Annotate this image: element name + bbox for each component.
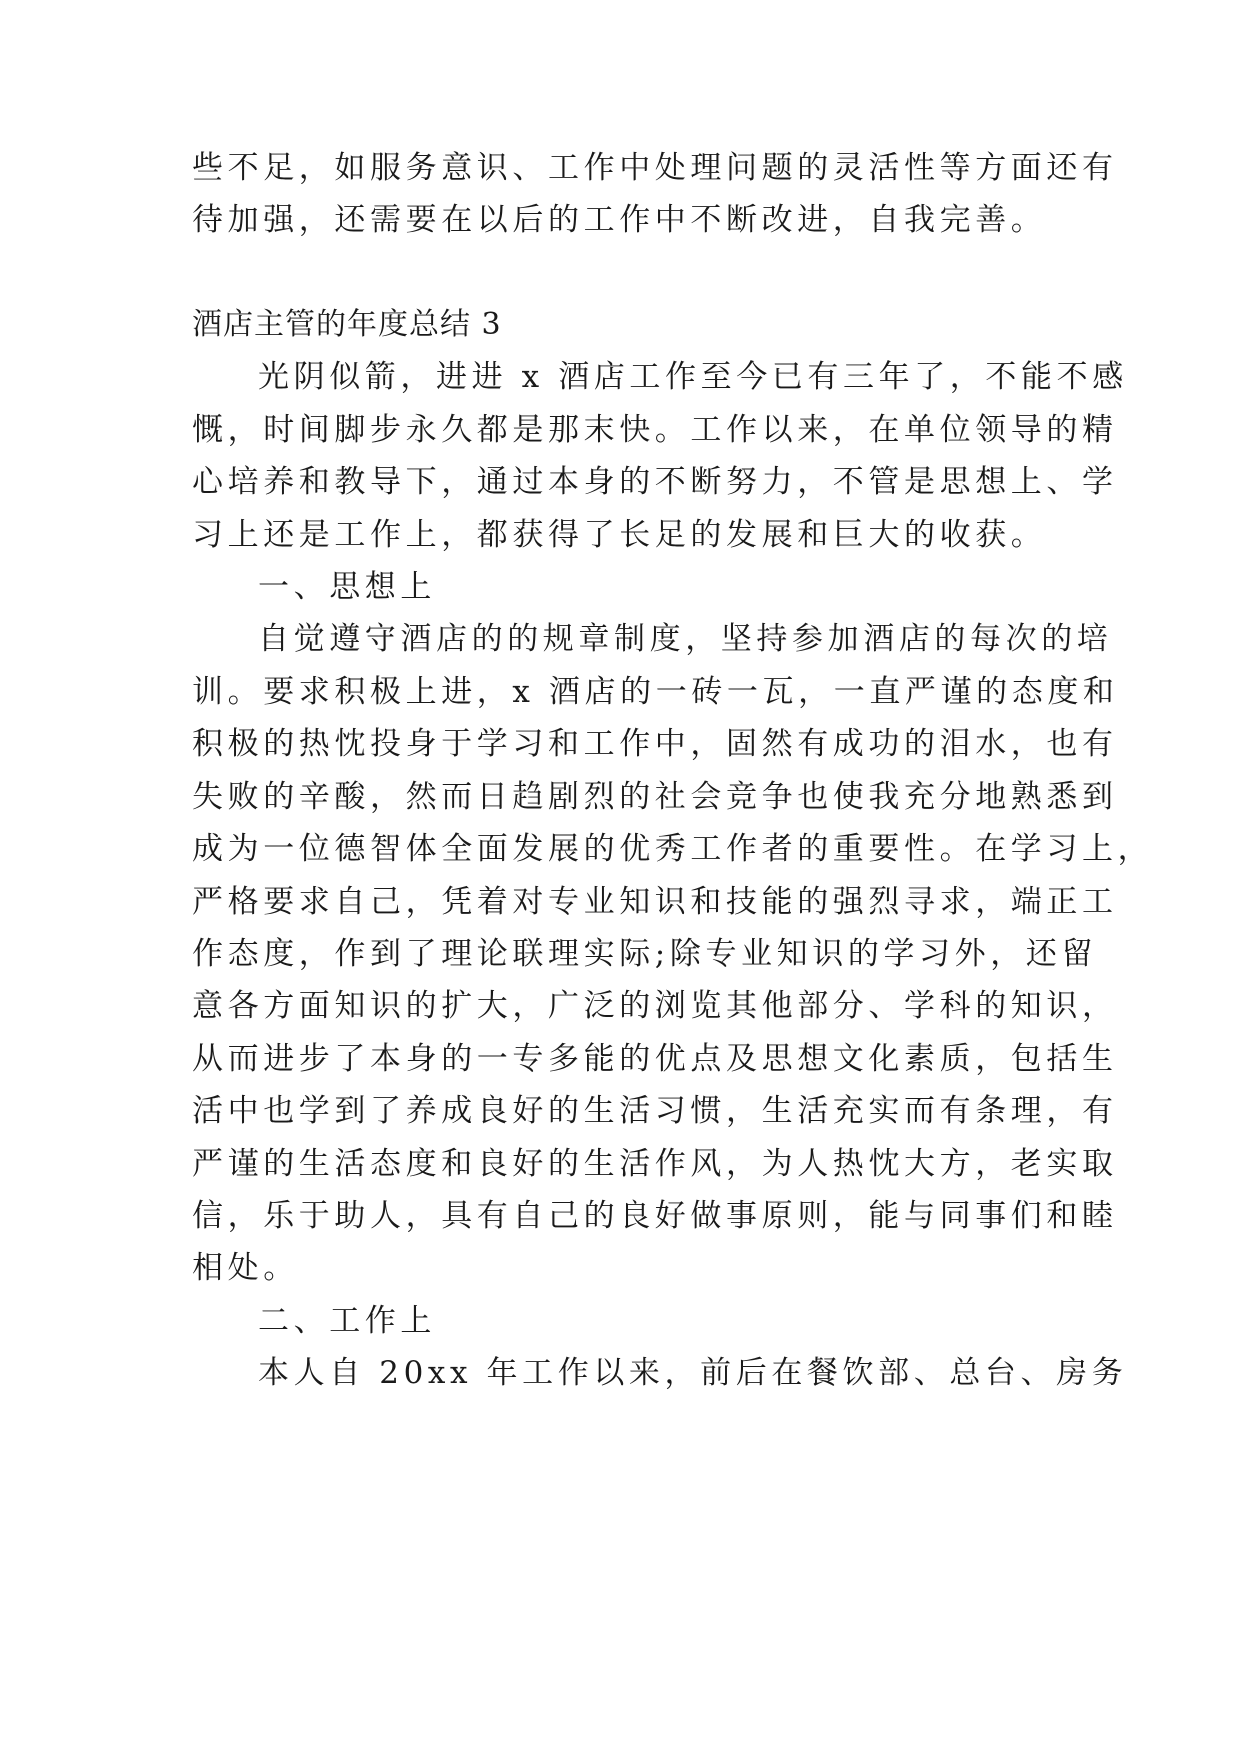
para2-line-13: 相处。 (192, 1250, 299, 1286)
para2-line-9: 从而进步了本身的一专多能的优点及思想文化素质，包括生 (192, 1041, 1118, 1077)
heading-thought: 一、思想上 (258, 569, 436, 605)
para2-line-11: 严谨的生活态度和良好的生活作风，为人热忱大方，老实取 (192, 1146, 1118, 1182)
section-title: 酒店主管的年度总结 3 (192, 307, 502, 342)
para3-line-1: 本人自 20xx 年工作以来，前后在餐饮部、总台、房务 (258, 1355, 1128, 1391)
para2-line-8: 意各方面知识的扩大，广泛的浏览其他部分、学科的知识， (192, 988, 1118, 1024)
para1-line-2: 慨，时间脚步永久都是那末快。工作以来，在单位领导的精 (192, 412, 1118, 448)
para2-line-3: 积极的热忱投身于学习和工作中，固然有成功的泪水，也有 (192, 726, 1118, 762)
intro-line-2: 待加强，还需要在以后的工作中不断改进，自我完善。 (192, 202, 1047, 238)
para2-line-6: 严格要求自己，凭着对专业知识和技能的强烈寻求，端正工 (192, 884, 1118, 920)
para2-line-10: 活中也学到了养成良好的生活习惯，生活充实而有条理，有 (192, 1093, 1118, 1129)
para1-line-3: 心培养和教导下，通过本身的不断努力，不管是思想上、学 (192, 464, 1118, 500)
para1-line-4: 习上还是工作上，都获得了长足的发展和巨大的收获。 (192, 517, 1047, 553)
para2-line-1: 自觉遵守酒店的的规章制度，坚持参加酒店的每次的培 (258, 621, 1113, 657)
para2-line-12: 信，乐于助人，具有自己的良好做事原则，能与同事们和睦 (192, 1198, 1118, 1234)
para2-line-5: 成为一位德智体全面发展的优秀工作者的重要性。在学习上， (192, 831, 1154, 867)
para1-line-1: 光阴似箭，进进 x 酒店工作至今已有三年了，不能不感 (258, 359, 1128, 395)
para2-line-4: 失败的辛酸，然而日趋剧烈的社会竞争也使我充分地熟悉到 (192, 779, 1118, 815)
intro-line-1: 些不足，如服务意识、工作中处理问题的灵活性等方面还有 (192, 150, 1118, 186)
para2-line-7: 作态度，作到了理论联理实际;除专业知识的学习外，还留 (192, 936, 1098, 972)
para2-line-2: 训。要求积极上进，x 酒店的一砖一瓦，一直严谨的态度和 (192, 674, 1119, 710)
heading-work: 二、工作上 (258, 1303, 436, 1339)
